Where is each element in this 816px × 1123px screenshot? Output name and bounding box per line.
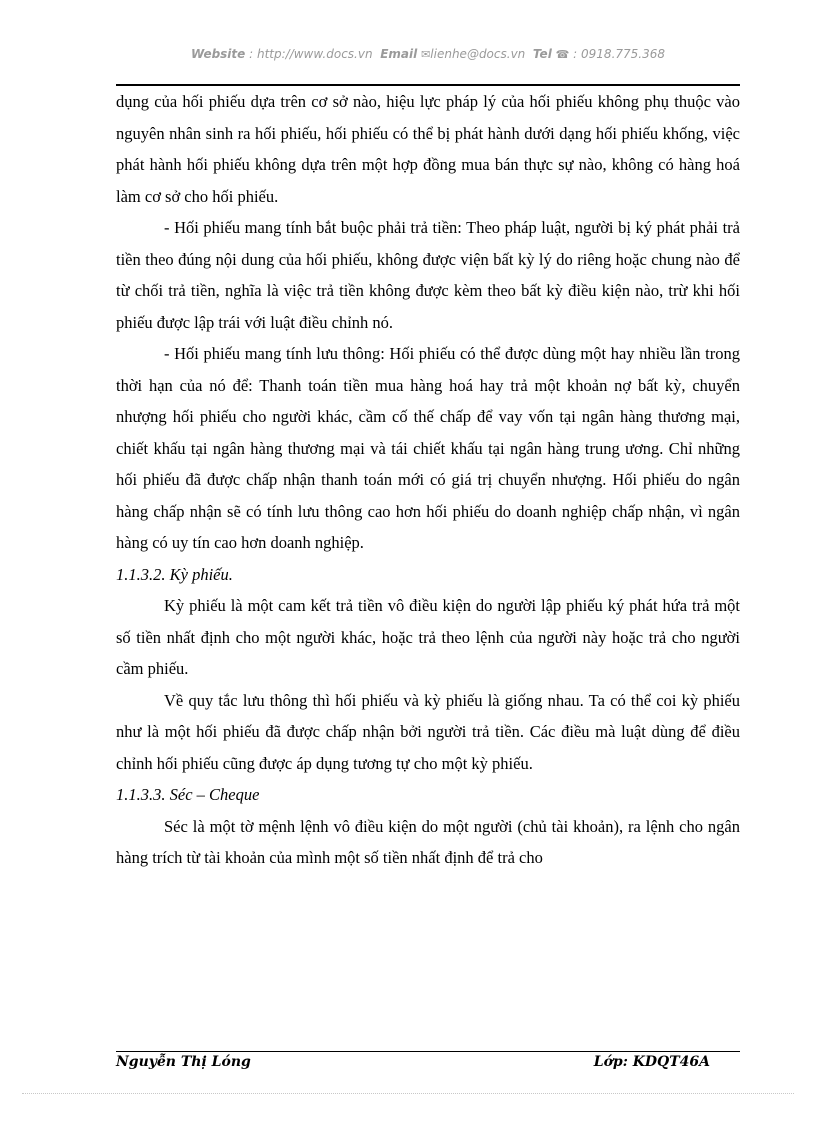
page-edge-divider bbox=[22, 1093, 794, 1094]
footer-rule bbox=[116, 1051, 740, 1052]
phone-icon: ☎ bbox=[555, 48, 570, 61]
tel-label: Tel bbox=[532, 47, 552, 61]
website-label: Website bbox=[190, 47, 246, 61]
tel-value: : 0918.775.368 bbox=[573, 47, 666, 61]
document-body bbox=[116, 86, 740, 874]
paragraph-luu-thong: - Hối phiếu mang tính lưu thông: Hối phiếu có thể được dùng một hay nhiều lần trong thời hạn của nó để: Thanh toán tiền mua hàng hoá hay trả một khoản nợ bất kỳ, chuyển nhượng hối phiếu cho người khác, cầm cố thế chấp để vay vốn tại ngân hàng thương mại, chiết khấu tại ngân hàng thương mại và tái chiết khấu tại ngân hàng trung ương. Chỉ những hối phiếu đã được chấp nhận thanh toán mới có giá trị chuyển nhượng. Hối phiếu do ngân hàng chấp nhận sẽ có tính lưu thông cao hơn hối phiếu do doanh nghiệp chấp nhận, vì ngân hàng có uy tín cao hơn doanh nghiệp. bbox=[116, 344, 740, 552]
section-heading-ky-phieu: 1.1.3.2. Kỳ phiếu. bbox=[116, 564, 233, 584]
website-value: : http://www.docs.vn bbox=[249, 47, 373, 61]
paragraph-continuation: dụng của hối phiếu dựa trên cơ sở nào, hiệu lực pháp lý của hối phiếu không phụ thuộc vào nguyên nhân sinh ra hối phiếu, hối phiếu có thể bị phát hành dưới dạng hối phiếu khống, việc phát hành hối phiếu không dựa trên một hợp đồng mua bán thực sự nào, không có hàng hoá làm cơ sở cho hối phiếu. bbox=[116, 92, 740, 206]
email-value: lienhe@docs.vn bbox=[430, 47, 526, 61]
paragraph-sec-definition: Séc là một tờ mệnh lệnh vô điều kiện do một người (chủ tài khoản), ra lệnh cho ngân hàng trích từ tài khoản của mình một số tiền nhất định để trả cho bbox=[116, 816, 740, 867]
section-heading-sec: 1.1.3.3. Séc – Cheque bbox=[116, 785, 260, 804]
paragraph-ky-phieu-definition: Kỳ phiếu là một cam kết trả tiền vô điều kiện do người lập phiếu ký phát hứa trả một số tiền nhất định cho một người khác, hoặc trả theo lệnh của người này hoặc trả cho người cầm phiếu. bbox=[116, 596, 740, 678]
footer-class: Lớp: KDQT46A bbox=[593, 1054, 710, 1070]
page-header bbox=[116, 47, 740, 61]
email-icon: ✉ bbox=[421, 48, 431, 61]
paragraph-ky-phieu-rules: Về quy tắc lưu thông thì hối phiếu và kỳ phiếu là giống nhau. Ta có thể coi kỳ phiếu như là một hối phiếu đã được chấp nhận bởi người trả tiền. Các điều mà luật dùng để điều chỉnh hối phiếu cũng được áp dụng tương tự cho một kỳ phiếu. bbox=[116, 690, 740, 773]
email-label: Email bbox=[380, 47, 418, 61]
paragraph-bat-buoc: - Hối phiếu mang tính bắt buộc phải trả tiền: Theo pháp luật, người bị ký phát phải trả tiền theo đúng nội dung của hối phiếu, không được viện bất kỳ lý do riêng hoặc chung nào để từ chối trả tiền, nghĩa là việc trả tiền không được kèm theo bất kỳ điều kiện nào, trừ khi hối phiếu được lập trái với luật điều chỉnh nó. bbox=[116, 218, 740, 332]
footer-author: Nguyễn Thị Lóng bbox=[116, 1054, 251, 1070]
